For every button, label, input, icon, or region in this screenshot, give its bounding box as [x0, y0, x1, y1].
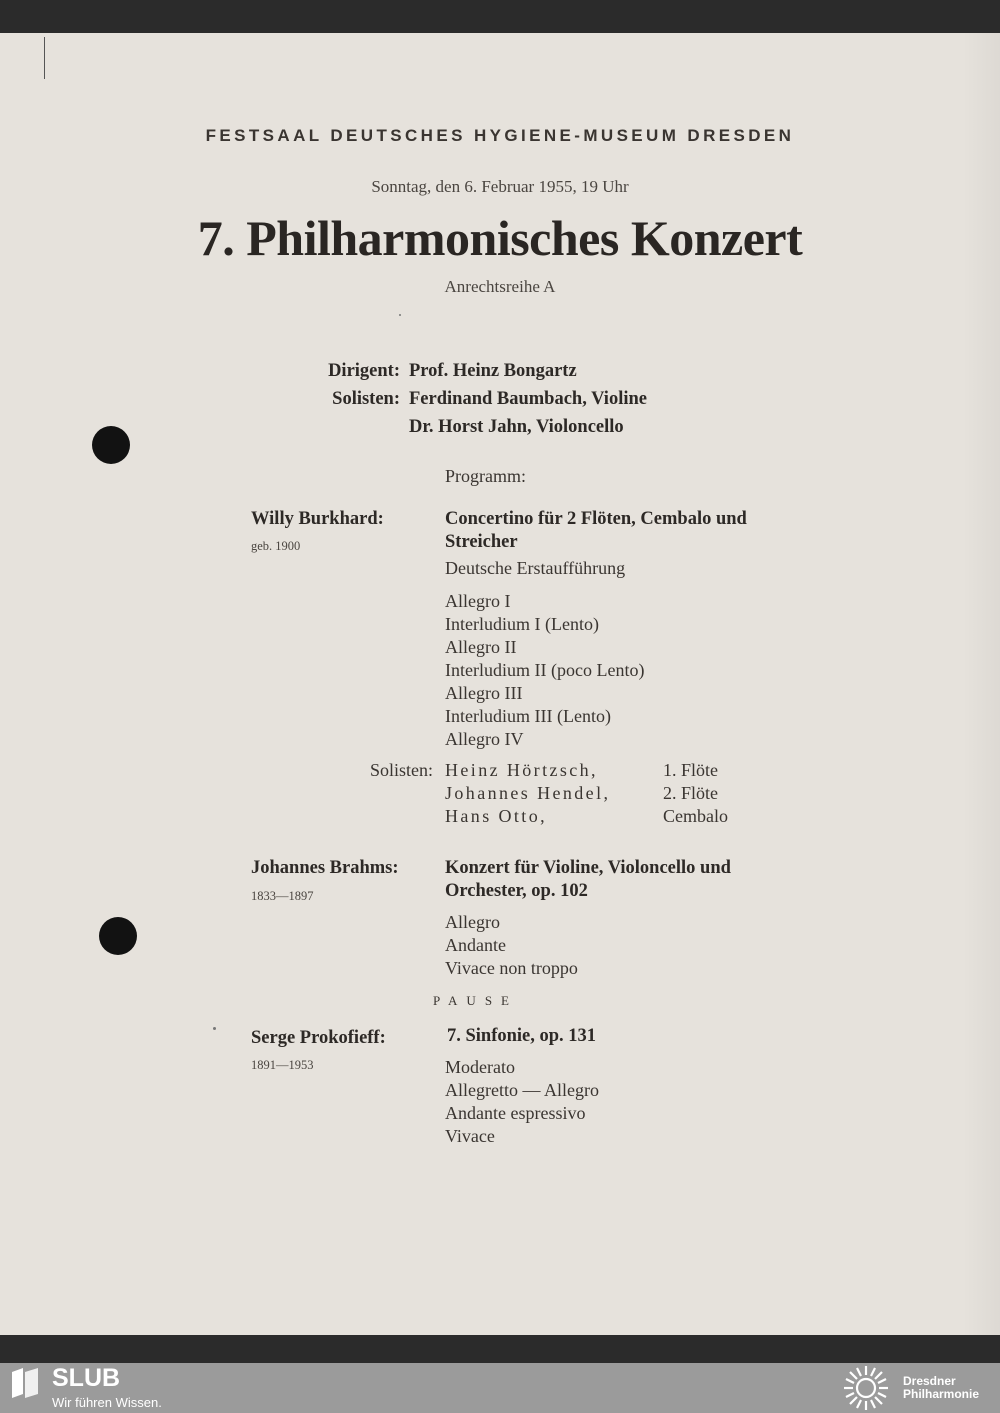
- movement: Vivace non troppo: [445, 958, 578, 978]
- movement: Andante espressivo: [445, 1103, 586, 1123]
- movement: Allegro IV: [445, 729, 524, 749]
- movement: Interludium II (poco Lento): [445, 660, 645, 680]
- paper-speck: [399, 314, 401, 316]
- work-soloists-label: Solisten:: [369, 760, 433, 780]
- slub-tagline: Wir führen Wissen.: [52, 1395, 162, 1410]
- partner-name-line-2: Philharmonie: [903, 1387, 980, 1401]
- composer-name: Willy Burkhard:: [251, 509, 384, 529]
- concert-title: 7. Philharmonisches Konzert: [197, 210, 803, 266]
- movement: Interludium III (Lento): [445, 706, 611, 726]
- work-soloist-role: 2. Flöte: [663, 783, 719, 803]
- movement: Allegro III: [445, 683, 523, 703]
- movement: Interludium I (Lento): [445, 614, 599, 634]
- movement: Allegretto — Allegro: [445, 1080, 599, 1100]
- movement: Moderato: [445, 1057, 515, 1077]
- movement: Allegro: [445, 912, 500, 932]
- program-heading: Programm:: [445, 466, 526, 486]
- dresdner-philharmonie-name[interactable]: [903, 1375, 979, 1401]
- work-note: Deutsche Erstaufführung: [445, 558, 626, 578]
- paper-speck: [213, 1027, 216, 1030]
- slub-logo-text[interactable]: SLUB: [52, 1364, 121, 1392]
- partner-name-line-1: Dresdner: [903, 1374, 956, 1388]
- concert-date: Sonntag, den 6. Februar 1955, 19 Uhr: [371, 177, 629, 196]
- work-title: Streicher: [445, 532, 518, 552]
- work-title: Konzert für Violine, Violoncello und: [445, 858, 731, 878]
- composer-name: Serge Prokofieff:: [251, 1028, 386, 1048]
- soloists-label: Solisten:: [332, 389, 400, 409]
- movement: Allegro I: [445, 591, 511, 611]
- work-soloist-role: Cembalo: [663, 806, 728, 826]
- movement: Andante: [445, 935, 506, 955]
- composer-dates: 1833—1897: [251, 889, 314, 903]
- intermission: PAUSE: [433, 993, 518, 1008]
- composer-dates: geb. 1900: [251, 539, 301, 553]
- work-soloist-role: 1. Flöte: [663, 760, 719, 780]
- work-title: 7. Sinfonie, op. 131: [447, 1026, 597, 1046]
- dresdner-philharmonie-logo-icon[interactable]: [840, 1364, 892, 1412]
- movement: Vivace: [445, 1126, 495, 1146]
- composer-dates: 1891—1953: [251, 1058, 314, 1072]
- page-fold-line: [44, 37, 45, 79]
- work-title: Concertino für 2 Flöten, Cembalo und: [445, 509, 747, 529]
- work-title: Orchester, op. 102: [445, 881, 588, 901]
- conductor-label: Dirigent:: [328, 361, 400, 381]
- slub-logo-icon: [12, 1368, 38, 1398]
- work-soloist-name: Hans Otto,: [445, 806, 547, 826]
- conductor-name: Prof. Heinz Bongartz: [409, 361, 577, 381]
- viewer-top-bar: [0, 0, 1000, 33]
- subscription-series: Anrechtsreihe A: [444, 277, 556, 296]
- venue-heading: FESTSAAL DEUTSCHES HYGIENE-MUSEUM DRESDEN: [205, 126, 795, 145]
- work-soloist-name: Johannes Hendel,: [445, 783, 611, 803]
- punch-hole-bottom: [99, 917, 137, 955]
- movement: Allegro II: [445, 637, 517, 657]
- punch-hole-top: [92, 426, 130, 464]
- work-soloist-name: Heinz Hörtzsch,: [445, 760, 598, 780]
- soloist-violin: Ferdinand Baumbach, Violine: [409, 389, 647, 409]
- composer-name: Johannes Brahms:: [251, 858, 399, 878]
- viewer-bottom-strip: [0, 1335, 1000, 1363]
- soloist-cello: Dr. Horst Jahn, Violoncello: [409, 417, 624, 437]
